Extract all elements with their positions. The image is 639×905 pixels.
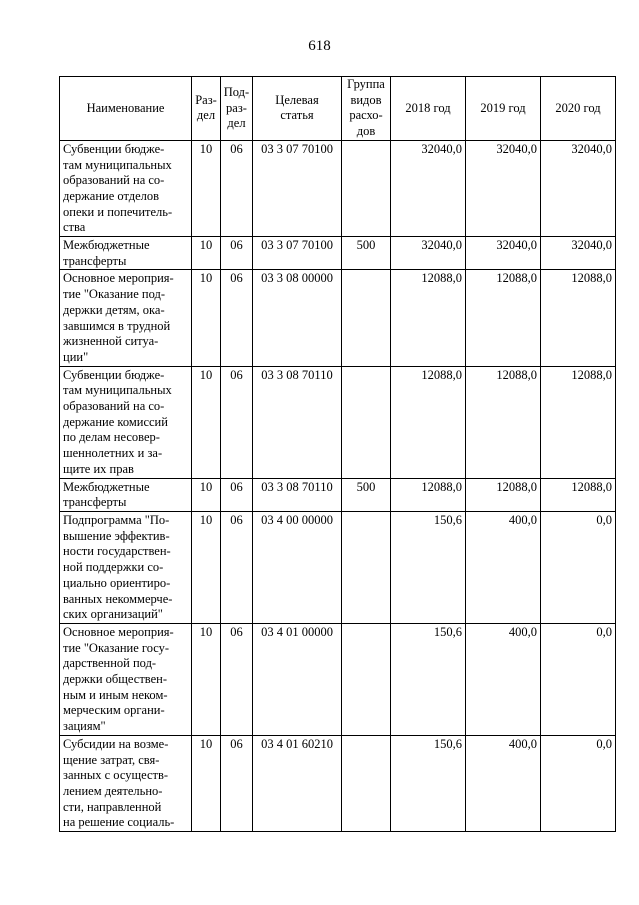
row-2019: 400,0: [466, 735, 541, 831]
row-podrazdel: 06: [221, 366, 253, 478]
header-group: [342, 77, 391, 141]
row-name-line: Субвенции бюдже-: [63, 367, 165, 382]
table-body: [60, 140, 616, 831]
row-name: [60, 623, 192, 735]
row-name-line: занных с осуществ-: [63, 768, 169, 783]
row-name: [60, 270, 192, 366]
table-row: [60, 270, 616, 366]
row-group: [342, 511, 391, 623]
table-row: [60, 366, 616, 478]
row-podrazdel: 06: [221, 623, 253, 735]
row-2020: 12088,0: [541, 270, 616, 366]
table-row: [60, 140, 616, 236]
row-name-line: Основное мероприя-: [63, 271, 174, 286]
row-2020: 32040,0: [541, 237, 616, 270]
row-name-line: держки детям, ока-: [63, 302, 165, 317]
row-name-line: по делам несовер-: [63, 430, 160, 445]
row-name: [60, 511, 192, 623]
row-group: [342, 623, 391, 735]
page-number: 618: [308, 38, 331, 54]
row-2020: 0,0: [541, 623, 616, 735]
row-2018: 12088,0: [391, 270, 466, 366]
row-name-line: опеки и попечитель-: [63, 204, 173, 219]
row-razdel: 10: [192, 735, 221, 831]
table-row: [60, 478, 616, 511]
header-2018: 2018 год: [391, 77, 466, 141]
row-podrazdel: 06: [221, 478, 253, 511]
row-podrazdel: 06: [221, 237, 253, 270]
row-name: [60, 237, 192, 270]
row-2018: 150,6: [391, 511, 466, 623]
header-podrazdel: [221, 77, 253, 141]
row-name: [60, 735, 192, 831]
row-name: [60, 478, 192, 511]
row-target: 03 3 07 70100: [253, 237, 342, 270]
row-2018: 150,6: [391, 735, 466, 831]
header-target-line: Целевая: [275, 92, 319, 107]
row-target: 03 4 01 00000: [253, 623, 342, 735]
row-2018: 32040,0: [391, 140, 466, 236]
row-2019: 32040,0: [466, 237, 541, 270]
row-2018: 12088,0: [391, 478, 466, 511]
row-razdel: 10: [192, 270, 221, 366]
header-razdel: [192, 77, 221, 141]
header-group-line: расхо-: [349, 108, 383, 123]
row-razdel: 10: [192, 623, 221, 735]
row-target: 03 3 08 70110: [253, 366, 342, 478]
row-name-line: ной поддержки со-: [63, 560, 164, 575]
header-2019: 2019 год: [466, 77, 541, 141]
row-name-line: ства: [63, 220, 86, 235]
row-name-line: держание отделов: [63, 188, 160, 203]
row-target: 03 4 01 60210: [253, 735, 342, 831]
row-name-line: щение затрат, свя-: [63, 752, 160, 767]
row-name-line: там муниципальных: [63, 383, 172, 398]
row-podrazdel: 06: [221, 270, 253, 366]
row-2020: 12088,0: [541, 478, 616, 511]
row-target: 03 3 08 00000: [253, 270, 342, 366]
row-name-line: циально ориентиро-: [63, 575, 171, 590]
row-name-line: дарственной под-: [63, 656, 157, 671]
header-razdel-line: дел: [196, 108, 216, 123]
row-name: [60, 366, 192, 478]
row-2019: 400,0: [466, 623, 541, 735]
row-name-line: Межбюджетные: [63, 238, 150, 253]
row-name-line: ванных некоммерче-: [63, 591, 173, 606]
row-name-line: ции": [63, 349, 89, 364]
row-name-line: мерческим органи-: [63, 703, 165, 718]
header-target: [253, 77, 342, 141]
header-group-line: Группа: [347, 77, 385, 91]
row-name-line: трансферты: [63, 253, 127, 268]
header-group-line: дов: [356, 124, 376, 139]
row-name-line: вышение эффектив-: [63, 528, 170, 543]
row-2020: 0,0: [541, 735, 616, 831]
header-2020: 2020 год: [541, 77, 616, 141]
row-2020: 12088,0: [541, 366, 616, 478]
row-group: 500: [342, 237, 391, 270]
table-row: [60, 237, 616, 270]
header-podrazdel-line: Под-: [223, 84, 250, 99]
row-name-line: Межбюджетные: [63, 479, 150, 494]
row-target: 03 3 08 70110: [253, 478, 342, 511]
row-name-line: трансферты: [63, 495, 127, 510]
header-podrazdel-line: дел: [227, 116, 246, 131]
row-name-line: тие "Оказание госу-: [63, 640, 170, 655]
row-2020: 32040,0: [541, 140, 616, 236]
row-name-line: держки обществен-: [63, 672, 168, 687]
row-name-line: лением деятельно-: [63, 783, 163, 798]
row-group: 500: [342, 478, 391, 511]
row-2019: 12088,0: [466, 478, 541, 511]
header-podrazdel-line: раз-: [226, 100, 247, 115]
row-razdel: 10: [192, 366, 221, 478]
header-target-line: статья: [280, 108, 314, 123]
row-2019: 12088,0: [466, 366, 541, 478]
row-name-line: Субсидии на возме-: [63, 736, 169, 751]
table-row: [60, 735, 616, 831]
row-name-line: на решение социаль-: [63, 815, 175, 830]
row-razdel: 10: [192, 478, 221, 511]
row-razdel: 10: [192, 237, 221, 270]
table-row: [60, 511, 616, 623]
row-2018: 150,6: [391, 623, 466, 735]
row-group: [342, 366, 391, 478]
row-target: 03 3 07 70100: [253, 140, 342, 236]
row-name-line: образований на со-: [63, 399, 165, 414]
row-2018: 12088,0: [391, 366, 466, 478]
header-row: [60, 77, 616, 141]
row-2018: 32040,0: [391, 237, 466, 270]
header-razdel-line: Раз-: [195, 92, 217, 107]
row-name-line: Основное мероприя-: [63, 624, 174, 639]
row-name-line: тие "Оказание под-: [63, 287, 166, 302]
row-2019: 12088,0: [466, 270, 541, 366]
row-name-line: ности государствен-: [63, 544, 171, 559]
row-2019: 400,0: [466, 511, 541, 623]
row-name-line: держание комиссий: [63, 414, 168, 429]
row-name: [60, 140, 192, 236]
row-name-line: завшимся в трудной: [63, 318, 171, 333]
header-name: Наименование: [60, 77, 192, 141]
row-2020: 0,0: [541, 511, 616, 623]
row-name-line: там муниципальных: [63, 157, 172, 172]
row-name-line: ным и иным неком-: [63, 687, 168, 702]
row-target: 03 4 00 00000: [253, 511, 342, 623]
row-group: [342, 270, 391, 366]
row-razdel: 10: [192, 140, 221, 236]
row-name-line: жизненной ситуа-: [63, 334, 159, 349]
row-podrazdel: 06: [221, 511, 253, 623]
row-2019: 32040,0: [466, 140, 541, 236]
row-podrazdel: 06: [221, 140, 253, 236]
row-name-line: сти, направленной: [63, 799, 162, 814]
row-group: [342, 735, 391, 831]
row-name-line: Подпрограмма "По-: [63, 512, 170, 527]
table-row: [60, 623, 616, 735]
row-name-line: шеннолетних и за-: [63, 446, 163, 461]
row-group: [342, 140, 391, 236]
row-name-line: зациям": [63, 719, 106, 734]
row-razdel: 10: [192, 511, 221, 623]
budget-table: [59, 76, 616, 832]
row-name-line: образований на со-: [63, 173, 165, 188]
row-name-line: ских организаций": [63, 607, 163, 622]
row-name-line: Субвенции бюдже-: [63, 141, 165, 156]
header-group-line: видов: [350, 92, 382, 107]
row-name-line: щите их прав: [63, 461, 134, 476]
row-podrazdel: 06: [221, 735, 253, 831]
